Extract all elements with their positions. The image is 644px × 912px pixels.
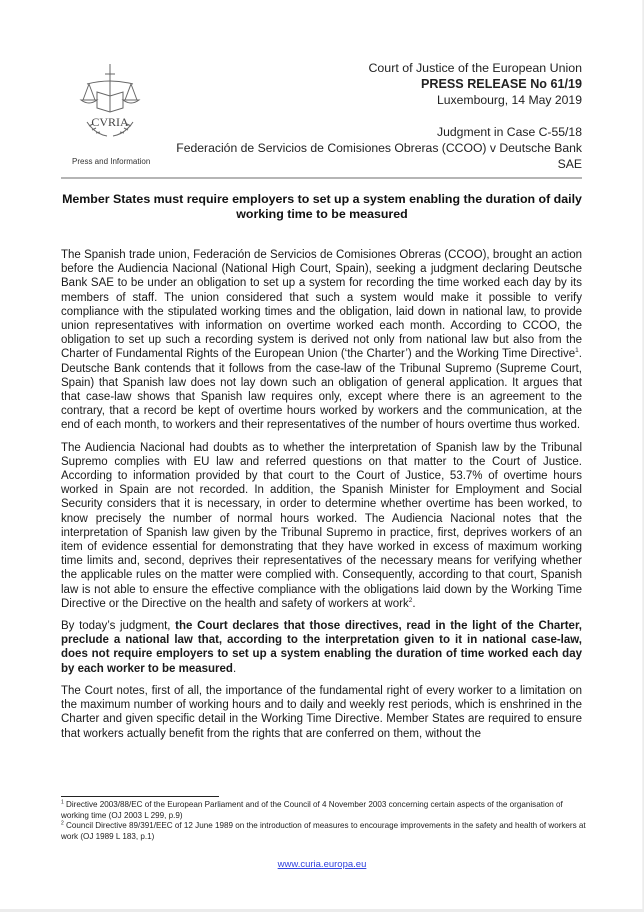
footnotes [61, 800, 586, 842]
ruling-text: the Court declares that those directives, read in the light of the Charter, preclude a national law that, according to the interpretation given to it in national case-law, does not require employers to set up a system enabling the duration of time worked each day by each worker to be measured [61, 620, 582, 675]
footnote-ref-1[interactable]: 1 [575, 347, 579, 355]
article-body [61, 248, 582, 749]
place-date: Luxembourg, 14 May 2019 [437, 93, 582, 107]
judgment-case: Judgment in Case C-55/18 [437, 125, 582, 139]
header-divider [61, 177, 582, 179]
parties-line-2: SAE [557, 157, 582, 171]
footnote-ref-2[interactable]: 2 [408, 597, 413, 605]
svg-text:CVRIA: CVRIA [91, 115, 129, 129]
press-release-number: PRESS RELEASE No 61/19 [421, 77, 582, 91]
footnote-1: $^1$ Directive 2003/88/EC of the European Parliament and of the Council of 4 November 2003 concerning certain aspects of the organisation of working time (OJ 2003 L 299, p.9) [61, 799, 563, 820]
paragraph-2: The Audiencia Nacional had doubts as to whether the interpretation of Spanish law by the Tribunal Supremo complies with EU law and referred questions on that matter to the Court of Justice. According to information provided by that court to the Court of Justice, 53.7% of overtime hours worked in Spain are not recorded. In addition, the Spanish Minister for Employment and Social Security considers that it is necessary, in order to determine whether overtime has been worked, to know precisely the number of normal hours worked. The Audiencia Nacional notes that the interpretation of Spanish law given by the Tribunal Supremo in practice, first, deprives workers of an item of evidence essential for demonstrating that they have worked in excess of maximum working time limits and, second, deprives their representatives of the necessary means for verifying whether the applicable rules on the matter were complied with. Consequently, according to that court, Spanish law is not able to ensure the effective compliance with the obligations laid down by the Working Time Directive or the Directive on the health and safety of workers at work$^2$. [61, 441, 582, 610]
curia-website-link[interactable]: www.curia.europa.eu [277, 859, 367, 870]
court-name: Court of Justice of the European Union [368, 61, 582, 75]
header-block [122, 60, 582, 172]
footnote-divider [61, 796, 219, 797]
footnote-2: $^2$ Council Directive 89/391/EEC of 12 June 1989 on the introduction of measures to encourage improvements in the safety and health of workers at work (OJ 1989 L 183, p.1) [61, 820, 586, 841]
footer [0, 859, 644, 870]
paragraph-4: The Court notes, first of all, the importance of the fundamental right of every worker to a limitation on the maximum number of working hours and to daily and weekly rest periods, which is enshrined in the Charter and given specific detail in the Working Time Directive. Member States are required to ensure that workers actually benefit from the rights that are conferred on them, without the [61, 684, 582, 740]
parties-line-1: Federación de Servicios de Comisiones Obreras (CCOO) v Deutsche Bank [176, 141, 582, 155]
press-and-information-label: Press and Information [72, 157, 151, 166]
paragraph-3: By today’s judgment, the Court declares that those directives, read in the light of the Charter, preclude a national law that, according to the interpretation given to it in national case-law, does not require employers to set up a system enabling the duration of time worked each day by each worker to be measured. [61, 620, 582, 675]
page-title: Member States must require employers to set up a system enabling the duration of daily working time to be measured [62, 192, 582, 221]
paragraph-1: The Spanish trade union, Federación de Servicios de Comisiones Obreras (CCOO), brought an action before the Audiencia Nacional (National High Court, Spain), seeking a judgment declaring Deutsche Bank SAE to be under an obligation to set up a system for recording the time worked each day by its members of staff. The union considered that such a system would make it possible to verify compliance with the stipulated working times and the obligation, laid down in national law, to provide union representatives with information on overtime worked each month. According to CCOO, the obligation to set up such a recording system is derived not only from national law but also from the Charter of Fundamental Rights of the European Union (‘the Charter’) and the Working Time Directive$^1$. Deutsche Bank contends that it follows from the case-law of the Tribunal Supremo (Supreme Court, Spain) that Spanish law does not lay down such an obligation of general application. It argues that that case-law shows that Spanish law requires only, except where there is an agreement to the contrary, that a record be kept of overtime hours worked by workers and the communication, at the end of each month, to workers and their representatives of the number of hours overtime thus worked. [61, 249, 582, 432]
